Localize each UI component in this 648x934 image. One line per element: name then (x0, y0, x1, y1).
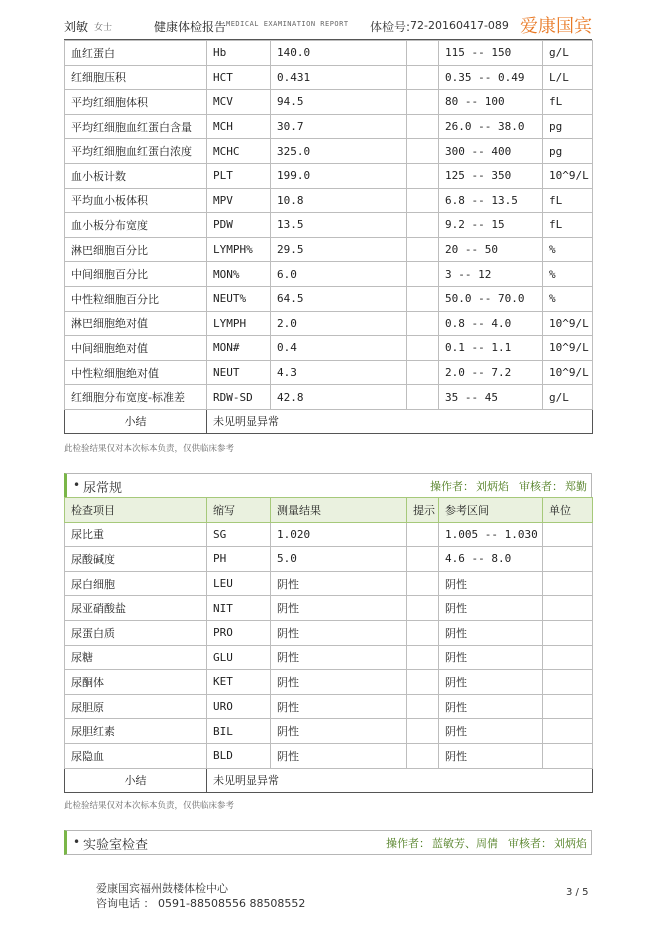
cell-abbr: GLU (207, 645, 271, 670)
report-number-label: 体检号: (370, 20, 411, 34)
blood-summary-row (65, 409, 593, 433)
cell-result: 4.3 (271, 360, 407, 385)
cell-result: 64.5 (271, 286, 407, 311)
brand-logo-text: 爱康国宾 (520, 16, 592, 37)
lab-section-title: 实验室检查 (83, 838, 149, 853)
cell-unit: 10^9/L (543, 360, 593, 385)
cell-result: 6.0 (271, 262, 407, 287)
cell-unit: 10^9/L (543, 163, 593, 188)
cell-unit (543, 571, 593, 596)
cell-range: 4.6 -- 8.0 (439, 547, 543, 572)
cell-range: 阴性 (439, 596, 543, 621)
cell-item-name: 尿白细胞 (65, 571, 207, 596)
cell-result: 阴性 (271, 596, 407, 621)
urine-summary-label: 小结 (65, 768, 207, 792)
cell-abbr: LYMPH% (207, 237, 271, 262)
urine-summary-value: 未见明显异常 (207, 768, 593, 792)
patient-gender: 女士 (94, 23, 113, 33)
urine-column-header-row (65, 498, 593, 523)
cell-item-name: 尿亚硝酸盐 (65, 596, 207, 621)
cell-abbr: RDW-SD (207, 385, 271, 410)
table-row (65, 719, 593, 744)
patient-name: 刘敏 (64, 20, 89, 34)
cell-range: 3 -- 12 (439, 262, 543, 287)
cell-abbr: MCV (207, 90, 271, 115)
cell-unit: % (543, 262, 593, 287)
cell-result: 94.5 (271, 90, 407, 115)
column-header-item: 检查项目 (65, 498, 207, 523)
cell-unit: g/L (543, 41, 593, 66)
cell-result: 140.0 (271, 41, 407, 66)
cell-result: 0.4 (271, 336, 407, 361)
table-row (65, 694, 593, 719)
cell-result: 325.0 (271, 139, 407, 164)
cell-range: 125 -- 350 (439, 163, 543, 188)
table-row (65, 163, 593, 188)
cell-result: 30.7 (271, 114, 407, 139)
urine-section-header (64, 473, 592, 498)
table-row (65, 360, 593, 385)
cell-range: 0.8 -- 4.0 (439, 311, 543, 336)
table-row (65, 743, 593, 768)
table-row (65, 311, 593, 336)
cell-item-name: 平均红细胞体积 (65, 90, 207, 115)
cell-result: 阴性 (271, 743, 407, 768)
blood-summary-value: 未见明显异常 (207, 409, 593, 433)
cell-flag (407, 90, 439, 115)
lab-reviewer: 刘炳焰 (554, 837, 587, 850)
cell-item-name: 平均血小板体积 (65, 188, 207, 213)
table-row (65, 90, 593, 115)
cell-range: 1.005 -- 1.030 (439, 522, 543, 547)
cell-flag (407, 41, 439, 66)
table-row (65, 670, 593, 695)
urine-operator-label: 操作者： (430, 480, 474, 493)
table-row (65, 596, 593, 621)
cell-flag (407, 163, 439, 188)
cell-item-name: 尿糖 (65, 645, 207, 670)
cell-result: 2.0 (271, 311, 407, 336)
cell-unit (543, 670, 593, 695)
cell-abbr: MPV (207, 188, 271, 213)
cell-result: 阴性 (271, 571, 407, 596)
cell-flag (407, 188, 439, 213)
cell-abbr: NIT (207, 596, 271, 621)
table-row (65, 571, 593, 596)
cell-item-name: 红细胞分布宽度-标准差 (65, 385, 207, 410)
cell-result: 阴性 (271, 719, 407, 744)
lab-reviewer-label: 审核者： (508, 837, 552, 850)
cell-range: 2.0 -- 7.2 (439, 360, 543, 385)
cell-range: 阴性 (439, 670, 543, 695)
cell-unit: pg (543, 139, 593, 164)
cell-flag (407, 360, 439, 385)
cell-result: 199.0 (271, 163, 407, 188)
cell-unit: fL (543, 213, 593, 238)
cell-result: 阴性 (271, 670, 407, 695)
cell-unit (543, 522, 593, 547)
cell-flag (407, 645, 439, 670)
cell-abbr: KET (207, 670, 271, 695)
cell-abbr: BIL (207, 719, 271, 744)
cell-result: 阴性 (271, 645, 407, 670)
page-header (64, 14, 592, 40)
cell-unit (543, 645, 593, 670)
cell-unit: 10^9/L (543, 336, 593, 361)
column-header-result: 测量结果 (271, 498, 407, 523)
cell-item-name: 尿蛋白质 (65, 620, 207, 645)
cell-abbr: Hb (207, 41, 271, 66)
cell-unit: L/L (543, 65, 593, 90)
cell-flag (407, 213, 439, 238)
cell-range: 26.0 -- 38.0 (439, 114, 543, 139)
cell-item-name: 中性粒细胞绝对值 (65, 360, 207, 385)
cell-abbr: NEUT (207, 360, 271, 385)
cell-abbr: MON% (207, 262, 271, 287)
table-row (65, 65, 593, 90)
lab-bullet: • (73, 835, 81, 849)
cell-range: 35 -- 45 (439, 385, 543, 410)
urine-results-table (64, 497, 593, 793)
cell-abbr: PRO (207, 620, 271, 645)
urine-summary-row (65, 768, 593, 792)
cell-unit: g/L (543, 385, 593, 410)
report-subtitle: MEDICAL EXAMINATION REPORT (226, 20, 349, 28)
cell-item-name: 血红蛋白 (65, 41, 207, 66)
cell-flag (407, 743, 439, 768)
cell-range: 阴性 (439, 719, 543, 744)
cell-flag (407, 596, 439, 621)
cell-item-name: 尿酮体 (65, 670, 207, 695)
urine-disclaimer: 此检验结果仅对本次标本负责，仅供临床参考 (64, 801, 235, 811)
cell-flag (407, 522, 439, 547)
table-row (65, 114, 593, 139)
cell-item-name: 尿隐血 (65, 743, 207, 768)
urine-bullet: • (73, 478, 81, 492)
cell-abbr: MON# (207, 336, 271, 361)
cell-item-name: 淋巴细胞绝对值 (65, 311, 207, 336)
table-row (65, 547, 593, 572)
table-row (65, 286, 593, 311)
cell-abbr: PH (207, 547, 271, 572)
cell-abbr: SG (207, 522, 271, 547)
cell-item-name: 中间细胞绝对值 (65, 336, 207, 361)
cell-result: 0.431 (271, 65, 407, 90)
table-row (65, 139, 593, 164)
table-row (65, 262, 593, 287)
cell-unit: % (543, 237, 593, 262)
cell-abbr: LYMPH (207, 311, 271, 336)
column-header-unit: 单位 (543, 498, 593, 523)
cell-item-name: 尿比重 (65, 522, 207, 547)
cell-range: 20 -- 50 (439, 237, 543, 262)
cell-range: 9.2 -- 15 (439, 213, 543, 238)
cell-range: 阴性 (439, 571, 543, 596)
cell-item-name: 中间细胞百分比 (65, 262, 207, 287)
cell-range: 300 -- 400 (439, 139, 543, 164)
cell-unit (543, 743, 593, 768)
column-header-flag: 提示 (407, 498, 439, 523)
cell-flag (407, 719, 439, 744)
table-row (65, 336, 593, 361)
cell-flag (407, 571, 439, 596)
cell-flag (407, 286, 439, 311)
cell-item-name: 平均红细胞血红蛋白浓度 (65, 139, 207, 164)
urine-operator: 刘炳焰 (476, 480, 509, 493)
cell-item-name: 淋巴细胞百分比 (65, 237, 207, 262)
blood-results-table (64, 40, 593, 434)
table-row (65, 213, 593, 238)
cell-range: 0.35 -- 0.49 (439, 65, 543, 90)
cell-unit: fL (543, 90, 593, 115)
table-row (65, 385, 593, 410)
cell-abbr: PDW (207, 213, 271, 238)
cell-abbr: LEU (207, 571, 271, 596)
cell-range: 阴性 (439, 694, 543, 719)
cell-unit (543, 694, 593, 719)
table-row (65, 41, 593, 66)
cell-flag (407, 237, 439, 262)
cell-flag (407, 336, 439, 361)
urine-reviewer-label: 审核者： (519, 480, 563, 493)
column-header-range: 参考区间 (439, 498, 543, 523)
cell-result: 5.0 (271, 547, 407, 572)
cell-range: 50.0 -- 70.0 (439, 286, 543, 311)
cell-abbr: URO (207, 694, 271, 719)
cell-flag (407, 139, 439, 164)
lab-section-header (64, 830, 592, 855)
cell-range: 80 -- 100 (439, 90, 543, 115)
cell-unit (543, 596, 593, 621)
cell-flag (407, 65, 439, 90)
cell-unit (543, 620, 593, 645)
report-number: 72-20160417-089 (410, 19, 509, 32)
cell-abbr: MCHC (207, 139, 271, 164)
cell-range: 0.1 -- 1.1 (439, 336, 543, 361)
cell-abbr: MCH (207, 114, 271, 139)
cell-item-name: 尿胆红素 (65, 719, 207, 744)
page-number: 3 / 5 (566, 887, 589, 898)
cell-item-name: 红细胞压积 (65, 65, 207, 90)
footer-center-name: 爱康国宾福州鼓楼体检中心 (96, 882, 228, 895)
cell-range: 阴性 (439, 743, 543, 768)
table-row (65, 188, 593, 213)
cell-flag (407, 262, 439, 287)
cell-result: 阴性 (271, 694, 407, 719)
cell-flag (407, 694, 439, 719)
cell-result: 10.8 (271, 188, 407, 213)
cell-result: 42.8 (271, 385, 407, 410)
cell-item-name: 尿胆原 (65, 694, 207, 719)
table-row (65, 522, 593, 547)
urine-reviewer: 郑勤 (565, 480, 587, 493)
cell-result: 29.5 (271, 237, 407, 262)
cell-flag (407, 311, 439, 336)
cell-flag (407, 670, 439, 695)
cell-flag (407, 114, 439, 139)
cell-unit: 10^9/L (543, 311, 593, 336)
column-header-abbr: 缩写 (207, 498, 271, 523)
cell-item-name: 血小板分布宽度 (65, 213, 207, 238)
cell-item-name: 中性粒细胞百分比 (65, 286, 207, 311)
cell-range: 115 -- 150 (439, 41, 543, 66)
lab-operator: 蓝敏芳、周倩 (432, 837, 498, 850)
cell-range: 阴性 (439, 645, 543, 670)
cell-abbr: PLT (207, 163, 271, 188)
blood-summary-label: 小结 (65, 409, 207, 433)
blood-disclaimer: 此检验结果仅对本次标本负责，仅供临床参考 (64, 444, 235, 454)
cell-result: 阴性 (271, 620, 407, 645)
cell-item-name: 平均红细胞血红蛋白含量 (65, 114, 207, 139)
cell-flag (407, 385, 439, 410)
cell-unit: pg (543, 114, 593, 139)
cell-unit: fL (543, 188, 593, 213)
urine-section-title: 尿常规 (83, 481, 123, 496)
cell-range: 6.8 -- 13.5 (439, 188, 543, 213)
cell-item-name: 血小板计数 (65, 163, 207, 188)
cell-abbr: HCT (207, 65, 271, 90)
table-row (65, 620, 593, 645)
cell-result: 1.020 (271, 522, 407, 547)
cell-flag (407, 620, 439, 645)
lab-staff (384, 835, 587, 851)
cell-item-name: 尿酸碱度 (65, 547, 207, 572)
cell-flag (407, 547, 439, 572)
table-row (65, 645, 593, 670)
cell-result: 13.5 (271, 213, 407, 238)
cell-abbr: NEUT% (207, 286, 271, 311)
table-row (65, 237, 593, 262)
cell-abbr: BLD (207, 743, 271, 768)
cell-unit (543, 719, 593, 744)
footer-phone: 咨询电话 ： 0591-88508556 88508552 (96, 897, 306, 910)
report-title: 健康体检报告 (154, 20, 227, 34)
cell-range: 阴性 (439, 620, 543, 645)
cell-unit: % (543, 286, 593, 311)
cell-unit (543, 547, 593, 572)
urine-staff (428, 478, 587, 494)
lab-operator-label: 操作者： (386, 837, 430, 850)
